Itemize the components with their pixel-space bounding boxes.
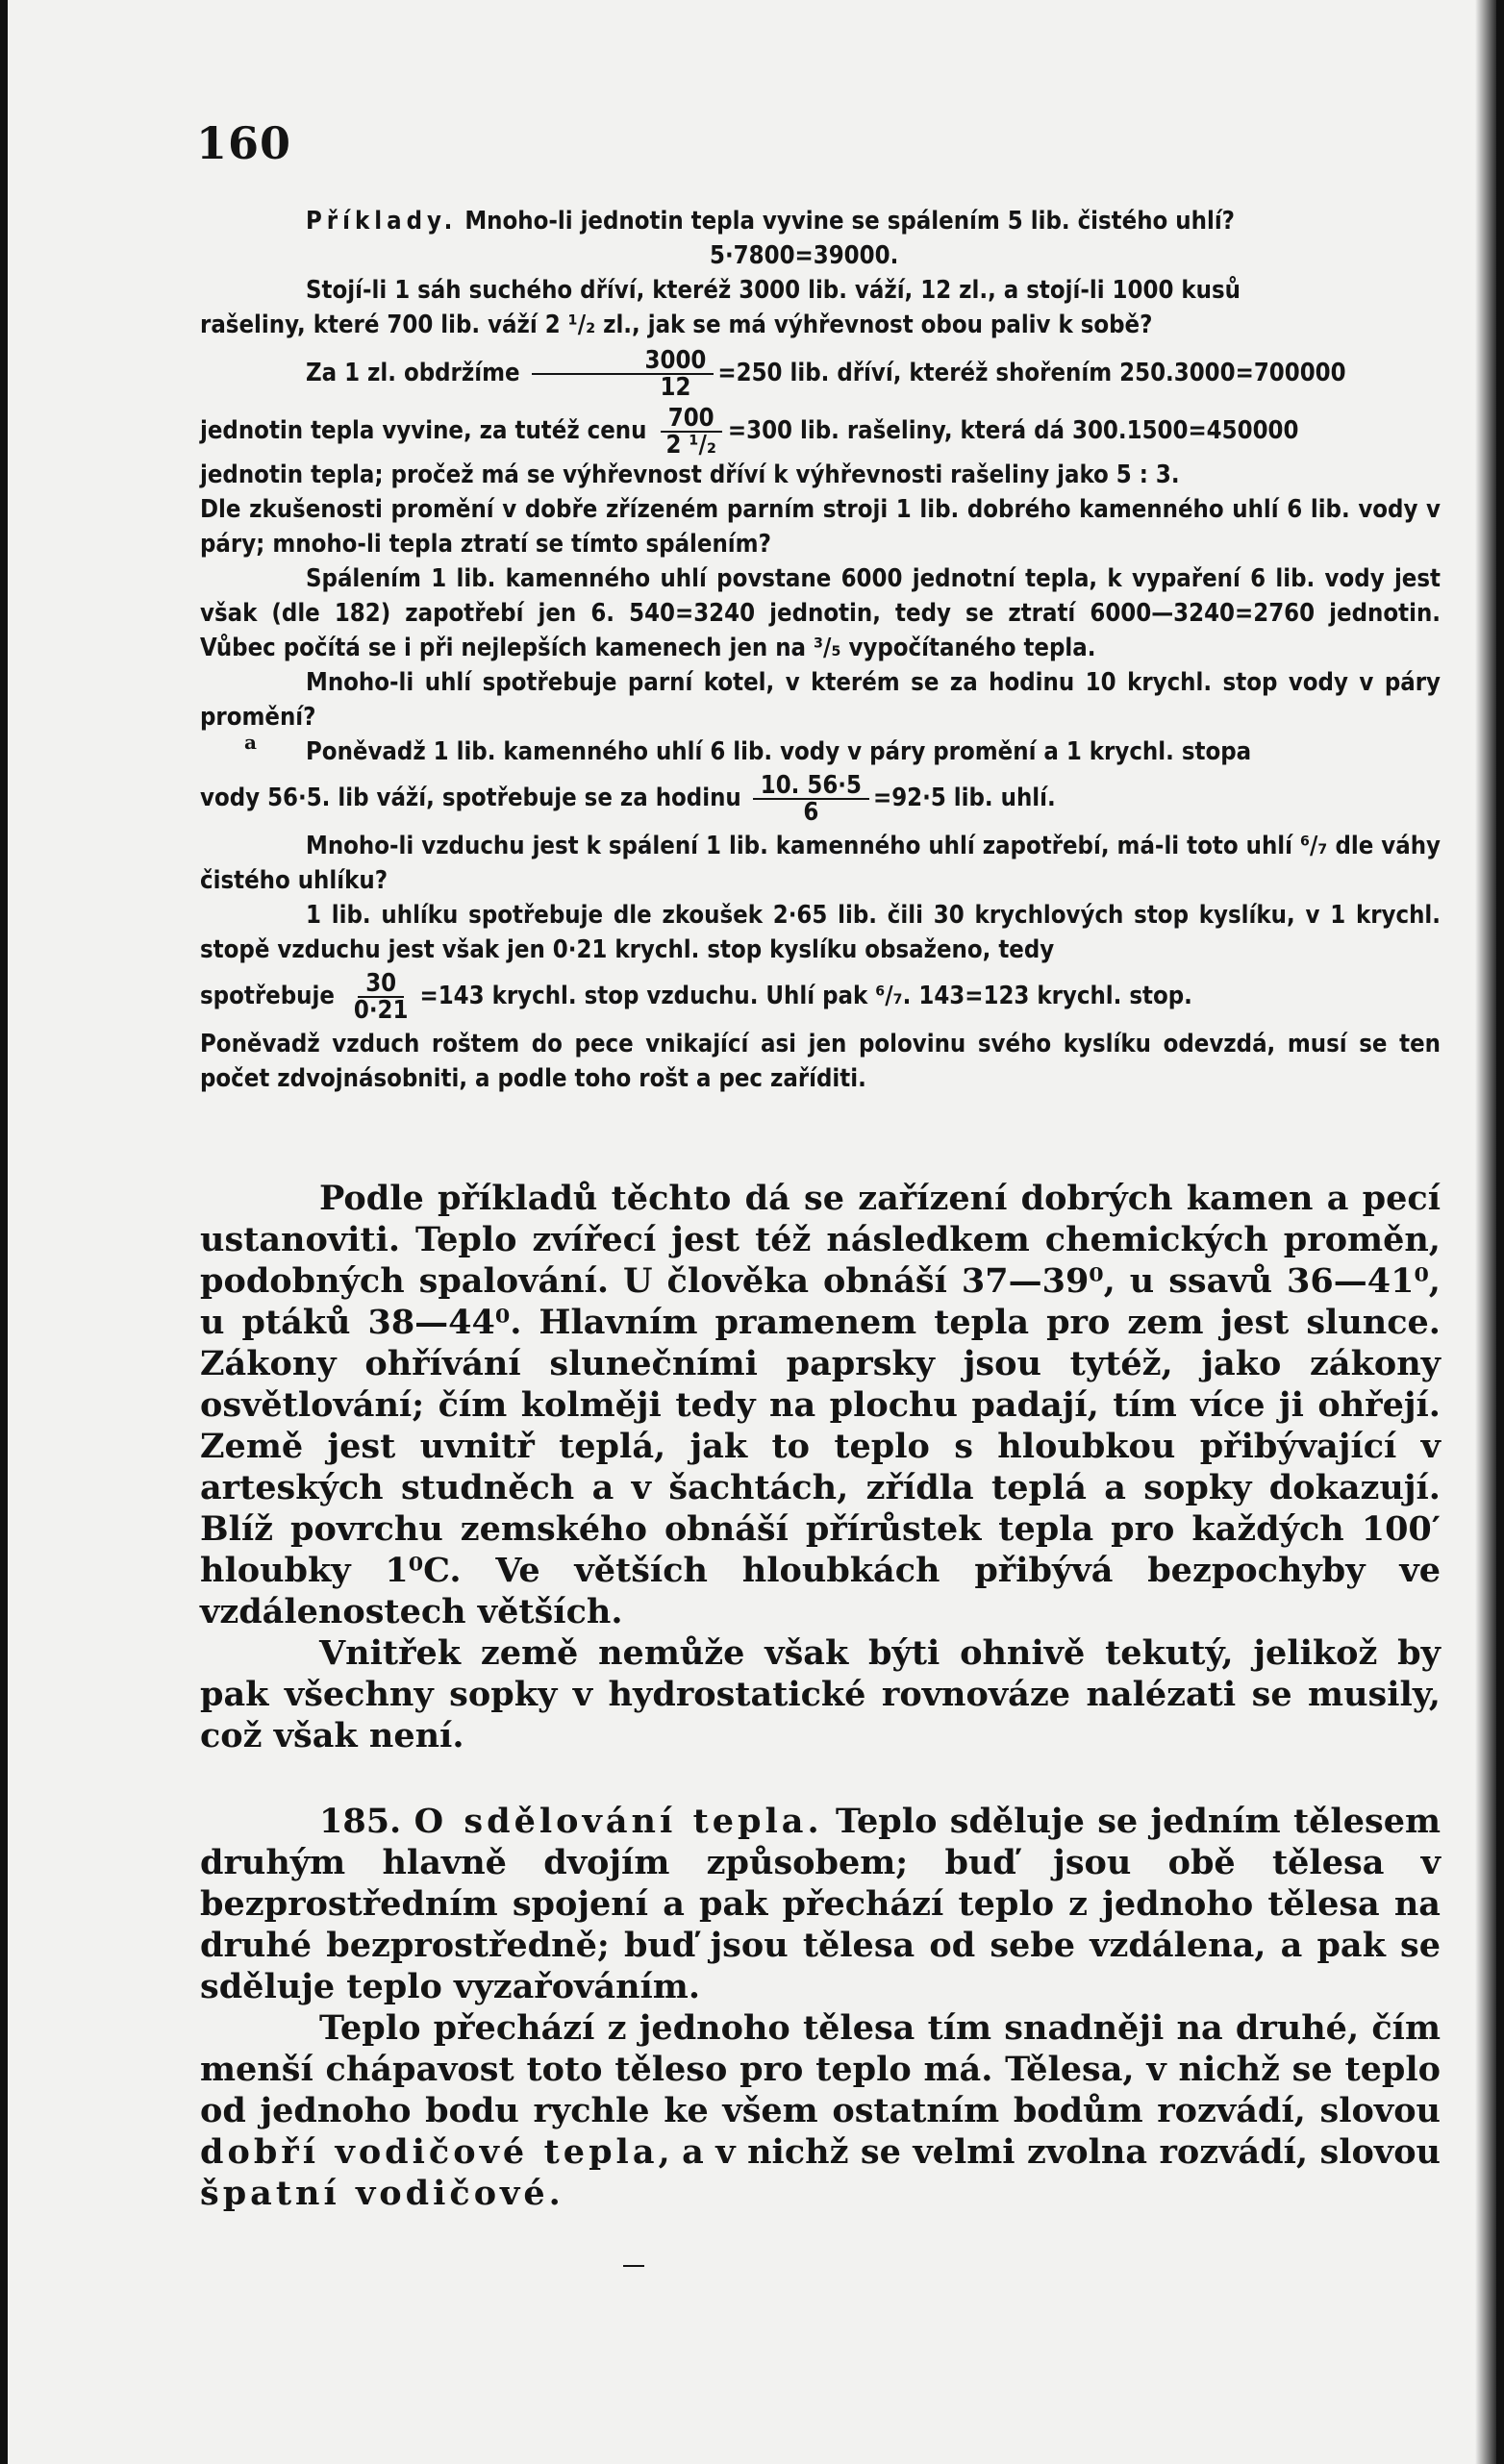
paragraph-conductors: Teplo přechází z jednoho tělesa tím snadněji na druhé, čím menší chápavost toto těleso pro teplo má. Tělesa, v nichž se teplo od jednoho bodu rychle ke všem ostatním bodům rozvádí, slovou dobří vodičové tepla, a v nichž se velmi zvolna rozvádí, slovou špatní vodičové. [200, 2008, 1441, 2213]
example-question-4: Mnoho-li uhlí spotřebuje parní kotel, v kterém se za hodinu 10 krychl. stop vody v páry promění? [200, 668, 1441, 732]
example-question-3: Dle zkušenosti promění v dobře zřízeném parním stroji 1 lib. dobrého kamenného uhlí 6 lib. vody v páry; mnoho-li tepla ztratí se tímto spálením? [200, 495, 1441, 559]
fraction: $\frac{3000}{12}$ [532, 348, 714, 400]
fraction: $\frac{10. 56\cdot 5}{6}$ [753, 773, 869, 825]
section-title: O sdělování tepla. [414, 1802, 823, 1841]
example-question-2-line-1: Stojí-li 1 sáh suchého dříví, kteréž 3000 lib. váží, 12 zl., a stojí-li 1000 kusů [306, 276, 1241, 305]
section-number: 185. [319, 1802, 402, 1841]
main-text-block [200, 1178, 1441, 2214]
term-bad-conductors: špatní vodičové [200, 2174, 549, 2213]
example-label: Příklady. [306, 207, 458, 236]
scanned-page [8, 0, 1496, 2464]
paragraph-earth-interior: Vnitřek země nemůže však býti ohnivě tekutý, jelikož by pak všechny sopky v hydrostatické rovnováze nalézati se musily, což však není. [200, 1633, 1441, 1755]
margin-mark: a [244, 731, 257, 754]
example-answer-5-calc: spotřebuje $\frac{30}{0\cdot 21}$ =143 krychl. stop vzduchu. Uhlí pak ⁶/₇. 143=123 krychl. stop. [200, 969, 1192, 1025]
example-note: Poněvadž vzduch roštem do pece vnikající asi jen polovinu svého kyslíku odevzdá, musí se ten počet zdvojnásobniti, a podle toho rošt a pec zaříditi. [200, 1030, 1441, 1093]
page-edge-shadow [1475, 0, 1496, 2464]
fraction: $\frac{700}{\text{2 ¹/₂}}$ [658, 406, 723, 458]
example-answer-4-line-1: Poněvadž 1 lib. kamenného uhlí 6 lib. vody v páry promění a 1 krychl. stopa [306, 737, 1252, 766]
example-answer-4-line-2: vody 56·5. lib váží, spotřebuje se za hodinu $\frac{10. 56\cdot 5}{6}$ =92·5 lib. uhlí. [200, 771, 1056, 827]
section-185: 185. O sdělování tepla. Teplo sděluje se jedním tělesem druhým hlavně dvojím způsobem; buď jsou obě tělesa v bezprostředním spojení a pak přechází teplo z jednoho tělesa na druhé bezprostředně; buď jsou tělesa od sebe vzdálena, a pak se sděluje teplo vyzařováním. [200, 1802, 1441, 2006]
example-question-1: Příklady. Mnoho-li jednotin tepla vyvine se spálením 5 lib. čistého uhlí? [306, 207, 1235, 236]
example-calc-line-3: jednotin tepla; pročež má se výhřevnost dříví k výhřevnosti rašeliny jako 5 : 3. [200, 460, 1180, 489]
example-calc-line-2: jednotin tepla vyvine, za tutéž cenu $\frac{700}{\text{2 ¹/₂}}$ =300 lib. rašeliny, která dá 300.1500=450000 [200, 404, 1299, 460]
term-good-conductors: dobří vodičové tepla [200, 2132, 659, 2172]
example-answer-3: Spálením 1 lib. kamenného uhlí povstane 6000 jednotní tepla, k vypaření 6 lib. vody jest však (dle 182) zapotřebí jen 6. 540=3240 jednotin, tedy se ztratí 6000—3240=2760 jednotin. Vůbec počítá se i při nejlepších kamenech jen na ³/₅ vypočítaného tepla. [200, 564, 1441, 662]
page-number: 160 [196, 117, 292, 169]
examples-block [200, 204, 1441, 1096]
paragraph-heat-sources: Podle příkladů těchto dá se zařízení dobrých kamen a pecí ustanoviti. Teplo zvířecí jest též následkem chemických proměn, podobných spalování. U člověka obnáší 37—39⁰, u ssavů 36—41⁰, u ptáků 38—44⁰. Hlavním pramenem tepla pro zem jest slunce. Zákony ohřívání slunečními paprsky jsou tytéž, jako zákony osvětlování; čím kolměji tedy na plochu padají, tím více ji ohřejí. Země jest uvnitř teplá, jak to teplo s hloubkou přibývající v arteských studněch a v šachtách, zřídla teplá a sopky dokazují. Blíž povrchu zemského obnáší přírůstek tepla pro každých 100′ hloubky 1⁰C. Ve větších hloubkách přibývá bezpochyby ve vzdálenostech větších. [200, 1179, 1441, 1631]
fraction: $\frac{30}{0\cdot 21}$ [353, 969, 409, 1025]
example-question-5: Mnoho-li vzduchu jest k spálení 1 lib. kamenného uhlí zapotřebí, má-li toto uhlí ⁶/₇ dle váhy čistého uhlíku? [200, 832, 1441, 895]
example-answer-5: 1 lib. uhlíku spotřebuje dle zkoušek 2·65 lib. čili 30 krychlových stop kyslíku, v 1 krychl. stopě vzduchu jest však jen 0·21 krychl. stop kyslíku obsaženo, tedy [200, 901, 1441, 964]
example-answer-1: 5·7800=39000. [710, 241, 899, 270]
example-calc-line-1: Za 1 zl. obdržíme $\frac{3000}{12}$ =250 lib. dříví, kteréž shořením 250.3000=700000 [306, 346, 1346, 402]
footer-rule [623, 2265, 644, 2267]
example-question-2-line-2: rašeliny, které 700 lib. váží 2 ¹/₂ zl., jak se má výhřevnost obou paliv k sobě? [200, 311, 1153, 339]
